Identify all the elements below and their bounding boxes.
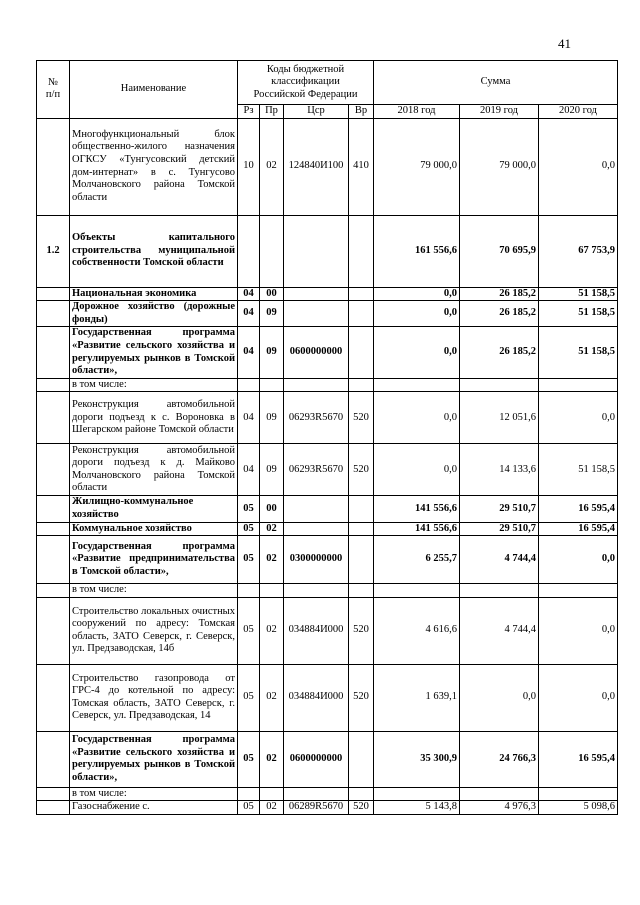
table-row [37, 392, 618, 444]
row-csr: 0600000000 [284, 731, 349, 787]
row-name: Многофункциональный блок общественно-жилого назначения ОГКСУ «Тунгусовский детский дом-интернат» в с. Тунгусово Молчановского района Томской области [70, 118, 238, 215]
row-vr [349, 584, 374, 598]
row-name: Коммунальное хозяйство [70, 522, 238, 536]
row-vr: 520 [349, 801, 374, 815]
row-2018 [374, 787, 460, 801]
row-2018 [374, 378, 460, 392]
row-2020 [539, 787, 618, 801]
row-csr [284, 378, 349, 392]
row-name: Государственная программа «Развитие сельского хозяйства и регулируемых рынков в Томской области», [70, 327, 238, 378]
row-vr [349, 787, 374, 801]
row-2019 [460, 378, 539, 392]
table-row [37, 787, 618, 801]
row-num [37, 327, 70, 378]
row-2019: 12 051,6 [460, 392, 539, 444]
row-2018: 141 556,6 [374, 522, 460, 536]
row-num [37, 287, 70, 301]
row-vr: 520 [349, 444, 374, 496]
row-2020: 51 158,5 [539, 444, 618, 496]
row-2019: 70 695,9 [460, 215, 539, 287]
row-2020: 51 158,5 [539, 301, 618, 327]
table-row [37, 664, 618, 731]
row-2018: 4 616,6 [374, 597, 460, 664]
row-rz: 04 [238, 301, 260, 327]
row-csr [284, 522, 349, 536]
row-num [37, 378, 70, 392]
budget-table [36, 60, 618, 815]
row-num [37, 522, 70, 536]
header-rz: Рз [238, 105, 260, 119]
row-vr [349, 287, 374, 301]
table-row [37, 287, 618, 301]
row-csr: 06293R5670 [284, 392, 349, 444]
row-rz: 05 [238, 536, 260, 584]
row-2019: 26 185,2 [460, 287, 539, 301]
row-rz: 04 [238, 444, 260, 496]
row-name: Газоснабжение с. [70, 801, 238, 815]
row-rz [238, 787, 260, 801]
table-row [37, 301, 618, 327]
row-csr [284, 287, 349, 301]
table-row [37, 597, 618, 664]
table-row [37, 522, 618, 536]
row-vr [349, 731, 374, 787]
row-name: Реконструкция автомобильной дороги подъезд к д. Майково Молчановского района Томской области [70, 444, 238, 496]
row-2020: 0,0 [539, 597, 618, 664]
row-rz: 05 [238, 597, 260, 664]
row-num [37, 496, 70, 522]
row-pr: 09 [260, 392, 284, 444]
row-csr [284, 496, 349, 522]
row-pr: 09 [260, 327, 284, 378]
row-2018: 161 556,6 [374, 215, 460, 287]
row-vr [349, 496, 374, 522]
row-2018: 35 300,9 [374, 731, 460, 787]
row-csr [284, 787, 349, 801]
row-2020 [539, 584, 618, 598]
row-pr: 02 [260, 664, 284, 731]
row-vr [349, 536, 374, 584]
row-2018: 1 639,1 [374, 664, 460, 731]
header-vr: Вр [349, 105, 374, 119]
row-pr: 02 [260, 536, 284, 584]
row-pr [260, 787, 284, 801]
row-name: Дорожное хозяйство (дорожные фонды) [70, 301, 238, 327]
row-2020: 16 595,4 [539, 496, 618, 522]
row-2018: 0,0 [374, 327, 460, 378]
row-pr: 00 [260, 496, 284, 522]
row-csr [284, 584, 349, 598]
row-2020: 16 595,4 [539, 522, 618, 536]
row-pr: 02 [260, 597, 284, 664]
table-row [37, 444, 618, 496]
table-row [37, 731, 618, 787]
row-rz [238, 215, 260, 287]
row-num: 1.2 [37, 215, 70, 287]
row-2020: 67 753,9 [539, 215, 618, 287]
row-num [37, 301, 70, 327]
header-csr: Цср [284, 105, 349, 119]
table-row [37, 378, 618, 392]
row-2019: 4 744,4 [460, 536, 539, 584]
budget-table-body [37, 61, 618, 815]
row-rz: 05 [238, 496, 260, 522]
row-2020: 0,0 [539, 392, 618, 444]
row-csr: 06289R5670 [284, 801, 349, 815]
row-2019: 29 510,7 [460, 522, 539, 536]
row-2018: 6 255,7 [374, 536, 460, 584]
row-2020 [539, 378, 618, 392]
row-num [37, 118, 70, 215]
row-2019: 24 766,3 [460, 731, 539, 787]
row-num [37, 801, 70, 815]
row-pr: 02 [260, 731, 284, 787]
row-pr: 02 [260, 801, 284, 815]
row-2019: 79 000,0 [460, 118, 539, 215]
row-csr: 034884И000 [284, 664, 349, 731]
row-2019: 4 976,3 [460, 801, 539, 815]
header-2020: 2020 год [539, 105, 618, 119]
row-2020: 0,0 [539, 664, 618, 731]
row-vr: 520 [349, 664, 374, 731]
row-name: в том числе: [70, 378, 238, 392]
row-2019: 26 185,2 [460, 327, 539, 378]
row-csr [284, 215, 349, 287]
row-pr: 00 [260, 287, 284, 301]
row-pr [260, 584, 284, 598]
row-vr [349, 378, 374, 392]
row-2020: 0,0 [539, 536, 618, 584]
row-2019: 29 510,7 [460, 496, 539, 522]
row-2019: 26 185,2 [460, 301, 539, 327]
row-2019: 0,0 [460, 664, 539, 731]
row-vr [349, 327, 374, 378]
row-vr [349, 522, 374, 536]
header-name: Наименование [70, 61, 238, 119]
row-name: Государственная программа «Развитие сельского хозяйства и регулируемых рынков в Томской области», [70, 731, 238, 787]
row-num [37, 597, 70, 664]
row-rz: 05 [238, 731, 260, 787]
row-2019 [460, 787, 539, 801]
row-pr: 02 [260, 118, 284, 215]
row-pr: 02 [260, 522, 284, 536]
row-csr: 0300000000 [284, 536, 349, 584]
row-2020: 5 098,6 [539, 801, 618, 815]
row-vr [349, 301, 374, 327]
row-2018: 5 143,8 [374, 801, 460, 815]
row-num [37, 731, 70, 787]
row-name: Строительство газопровода от ГРС-4 до котельной по адресу: Томская область, ЗАТО Северск, г. Северск, ул. Предзаводская, 14 [70, 664, 238, 731]
row-csr [284, 301, 349, 327]
row-num [37, 664, 70, 731]
table-row [37, 215, 618, 287]
header-row-top [37, 61, 618, 105]
row-rz: 05 [238, 801, 260, 815]
row-vr [349, 215, 374, 287]
row-2019: 14 133,6 [460, 444, 539, 496]
row-name: в том числе: [70, 787, 238, 801]
row-2018: 141 556,6 [374, 496, 460, 522]
row-2018 [374, 584, 460, 598]
row-csr: 0600000000 [284, 327, 349, 378]
row-csr: 124840И100 [284, 118, 349, 215]
row-rz: 10 [238, 118, 260, 215]
header-2019: 2019 год [460, 105, 539, 119]
row-name: Национальная экономика [70, 287, 238, 301]
row-num [37, 392, 70, 444]
row-name: Объекты капитального строительства муниципальной собственности Томской области [70, 215, 238, 287]
row-vr: 520 [349, 392, 374, 444]
page-number: 41 [558, 36, 571, 51]
row-vr: 520 [349, 597, 374, 664]
row-name: Строительство локальных очистных сооружений по адресу: Томская область, ЗАТО Северск, г. Северск, ул. Предзаводская, 14б [70, 597, 238, 664]
row-rz [238, 584, 260, 598]
row-name: Государственная программа «Развитие предпринимательства в Томской области», [70, 536, 238, 584]
row-name: Жилищно-коммунальное хозяйство [70, 496, 238, 522]
row-pr [260, 215, 284, 287]
table-row [37, 536, 618, 584]
row-2018: 0,0 [374, 392, 460, 444]
header-2018: 2018 год [374, 105, 460, 119]
header-codes: Коды бюджетной классификации Российской Федерации [238, 61, 374, 105]
row-2018: 0,0 [374, 444, 460, 496]
table-row [37, 496, 618, 522]
row-pr: 09 [260, 444, 284, 496]
header-pr: Пр [260, 105, 284, 119]
row-num [37, 584, 70, 598]
row-vr: 410 [349, 118, 374, 215]
row-csr: 06293R5670 [284, 444, 349, 496]
row-rz: 05 [238, 522, 260, 536]
table-row [37, 118, 618, 215]
row-num [37, 444, 70, 496]
header-sum: Сумма [374, 61, 618, 105]
table-row [37, 327, 618, 378]
row-2018: 0,0 [374, 287, 460, 301]
row-num [37, 536, 70, 584]
row-rz [238, 378, 260, 392]
row-2020: 0,0 [539, 118, 618, 215]
header-num: № п/п [37, 61, 70, 119]
row-csr: 034884И000 [284, 597, 349, 664]
row-rz: 04 [238, 327, 260, 378]
row-num [37, 787, 70, 801]
row-2018: 0,0 [374, 301, 460, 327]
row-rz: 04 [238, 392, 260, 444]
row-2020: 51 158,5 [539, 287, 618, 301]
row-rz: 04 [238, 287, 260, 301]
row-2019 [460, 584, 539, 598]
row-2018: 79 000,0 [374, 118, 460, 215]
table-row [37, 584, 618, 598]
row-2020: 51 158,5 [539, 327, 618, 378]
row-pr: 09 [260, 301, 284, 327]
table-row [37, 801, 618, 815]
row-name: в том числе: [70, 584, 238, 598]
row-2020: 16 595,4 [539, 731, 618, 787]
row-2019: 4 744,4 [460, 597, 539, 664]
row-pr [260, 378, 284, 392]
row-rz: 05 [238, 664, 260, 731]
row-name: Реконструкция автомобильной дороги подъезд к с. Вороновка в Шегарском районе Томской области [70, 392, 238, 444]
